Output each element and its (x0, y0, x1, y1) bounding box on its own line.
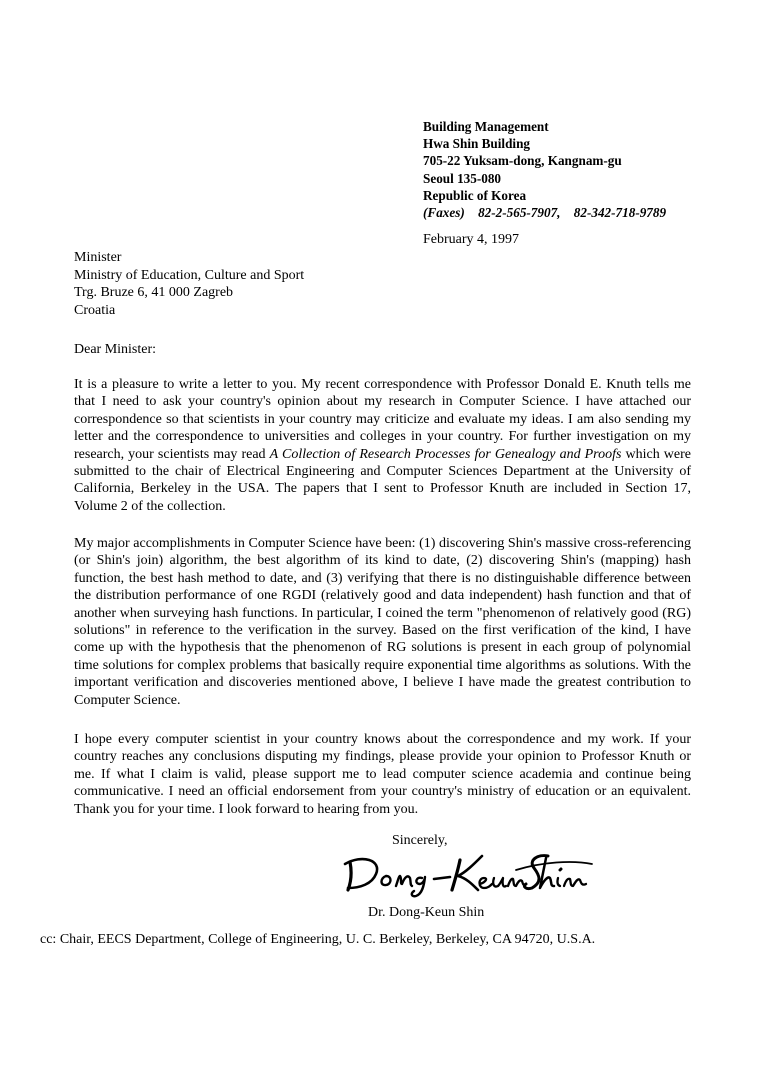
signer-name: Dr. Dong-Keun Shin (368, 905, 485, 920)
sender-address (423, 118, 676, 221)
cc-line: cc: Chair, EECS Department, College of Engineering, U. C. Berkeley, Berkeley, CA 94720, U.S.A. (40, 932, 596, 947)
recipient-line: Minister (74, 250, 122, 265)
letter-date: February 4, 1997 (423, 232, 520, 247)
fax-label: (Faxes) (423, 205, 465, 221)
handwritten-signature (342, 848, 594, 898)
recipient-line: Croatia (74, 302, 116, 318)
fax-number-2: 82-342-718-9789 (573, 205, 667, 221)
body-paragraph-2: My major accomplishments in Computer Science have been: (1) discovering Shin's massive cross-referencing (or Shin's join) algorithm, the best algorithm of its kind to date, (2) discovering Shin's (mapping) hash function, the best hash method to date, and (3) verifying that there is no distinguishable difference between the distribution performance of one RGDI (relatively good and data independent) hash function and that of another when surveying hash functions. In particular, I coined the term "phenomenon of relatively good (RG) solutions" in reference to the verification in the survey. Based on the first verification of the kind, I have come up with the hypothesis that the phenomenon of RG solutions is present in each group of polynomial time solutions for complex problems that basically require exponential time algorithms as solutions. With the important verification and discoveries mentioned above, I believe I have made the greatest contribution to Computer Science. (74, 536, 691, 708)
recipient-line: Trg. Bruze 6, 41 000 Zagreb (74, 285, 234, 300)
sender-line: 705-22 Yuksam-dong, Kangnam-gu (423, 153, 622, 169)
paragraph-text: which were submitted to the chair of Electrical Engineering and Computer Sciences Department at the University of California, Berkeley in the USA. The papers that I sent to Professor Knuth are included in Section 17, Volume 2 of the collection. (74, 446, 691, 514)
sender-line: Seoul 135-080 (423, 170, 502, 186)
sender-line: Republic of Korea (423, 187, 527, 203)
fax-number-1: 82-2-565-7907, (478, 205, 561, 221)
closing: Sincerely, (392, 833, 448, 848)
paragraph-text: It is a pleasure to write a letter to you. My recent correspondence with Professor Donald E. Knuth tells me that I need to ask your country's opinion about my research in Computer Science. I have attached our correspondence so that scientists in your country may criticize and evaluate my ideas. I am also sending my letter and the correspondence to universities and colleges in your country. For further investigation on my research, your scientists may read (74, 377, 691, 462)
collection-title: A Collection of Research Processes for Genealogy and Proofs (269, 446, 622, 462)
salutation: Dear Minister: (74, 342, 157, 357)
body-paragraph-3: I hope every computer scientist in your country knows about the correspondence and my work. If your country reaches any conclusions disputing my findings, please provide your opinion to Professor Knuth or me. If what I claim is valid, please support me to lead computer science academia and continue being communicative. I need an official endorsement from your country's ministry of education or an equivalent. Thank you for your time. I look forward to hearing from you. (74, 732, 691, 817)
body-paragraph-1 (74, 376, 691, 515)
recipient-address (74, 249, 304, 319)
sender-line: Hwa Shin Building (423, 136, 531, 152)
sender-line: Building Management (423, 119, 549, 134)
sender-fax-line (423, 204, 676, 221)
recipient-line: Ministry of Education, Culture and Sport (74, 267, 305, 283)
